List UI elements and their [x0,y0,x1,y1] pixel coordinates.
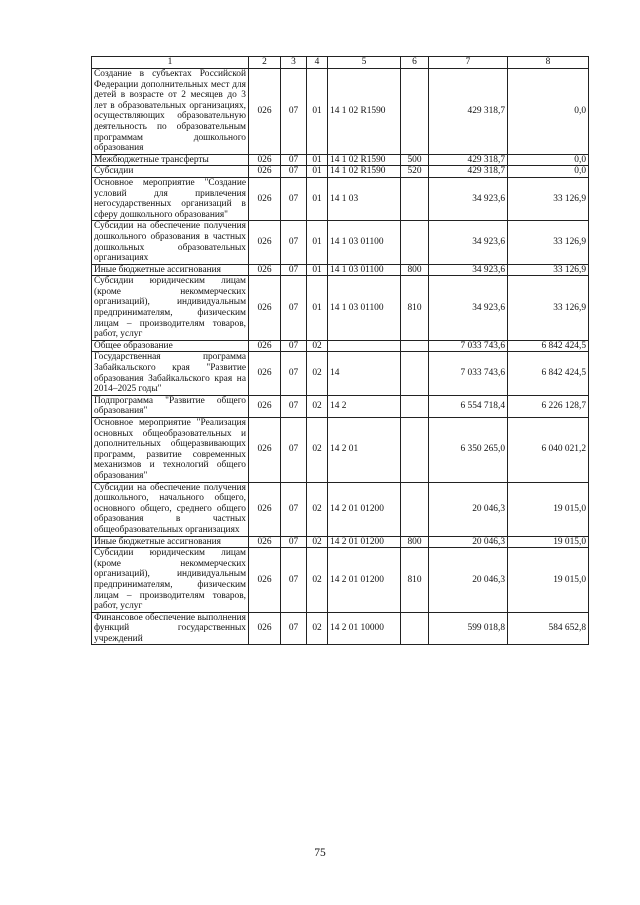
page-number: 75 [314,847,326,859]
table-row [92,166,589,178]
expense-type-cell [401,340,429,352]
row-name-cell: Создание в субъектах Российской Федерации дополнительных мест для детей в возрасте от 2 месяцев до 3 лет в образовательных организациях, осуществляющих образовательную деятельность по образовательным программам дошкольного образования [92,69,249,155]
subsection-code-cell: 02 [307,548,328,613]
amount-year2-cell: 33 126,9 [508,221,589,264]
subsection-code-cell: 02 [307,340,328,352]
section-code-cell: 07 [281,352,307,395]
column-header: 6 [401,57,429,69]
row-name-cell: Субсидии на обеспечение получения дошкольного образования в частных дошкольных образовательных организациях [92,221,249,264]
column-header: 4 [307,57,328,69]
amount-year1-cell: 20 046,3 [429,536,508,548]
amount-year1-cell: 7 033 743,6 [429,352,508,395]
amount-year2-cell: 584 652,8 [508,612,589,645]
section-code-cell: 07 [281,340,307,352]
amount-year2-cell: 33 126,9 [508,177,589,220]
table-row [92,612,589,645]
expense-type-cell [401,612,429,645]
expense-type-cell: 800 [401,536,429,548]
target-article-cell: 14 1 03 01100 [328,276,401,341]
expense-type-cell: 800 [401,264,429,276]
expense-type-cell: 500 [401,154,429,166]
expense-type-cell: 520 [401,166,429,178]
grbs-code-cell: 026 [249,395,281,417]
table-row [92,177,589,220]
subsection-code-cell: 01 [307,166,328,178]
table-row [92,482,589,536]
section-code-cell: 07 [281,418,307,483]
expense-type-cell [401,418,429,483]
target-article-cell: 14 1 02 R1590 [328,154,401,166]
target-article-cell: 14 [328,352,401,395]
amount-year2-cell: 19 015,0 [508,548,589,613]
row-name-cell: Субсидии юридическим лицам (кроме некоммерческих организаций), индивидуальным предпринимателям, физическим лицам – производителям товаров, работ, услуг [92,276,249,341]
amount-year1-cell: 34 923,6 [429,221,508,264]
subsection-code-cell: 02 [307,418,328,483]
column-header: 3 [281,57,307,69]
amount-year1-cell: 34 923,6 [429,264,508,276]
expense-type-cell [401,69,429,155]
expense-type-cell [401,482,429,536]
subsection-code-cell: 01 [307,154,328,166]
expense-type-cell [401,352,429,395]
target-article-cell: 14 2 01 [328,418,401,483]
amount-year1-cell: 20 046,3 [429,482,508,536]
amount-year2-cell: 0,0 [508,154,589,166]
row-name-cell: Подпрограмма "Развитие общего образования" [92,395,249,417]
section-code-cell: 07 [281,221,307,264]
table-header-row [92,57,589,69]
grbs-code-cell: 026 [249,264,281,276]
section-code-cell: 07 [281,482,307,536]
table-row [92,340,589,352]
row-name-cell: Иные бюджетные ассигнования [92,264,249,276]
column-header: 1 [92,57,249,69]
section-code-cell: 07 [281,69,307,155]
section-code-cell: 07 [281,276,307,341]
grbs-code-cell: 026 [249,340,281,352]
grbs-code-cell: 026 [249,276,281,341]
column-header: 8 [508,57,589,69]
row-name-cell: Основное мероприятие "Реализация основных общеобразовательных и дополнительных общеразвивающих программ, развитие современных механизмов и технологий общего образования" [92,418,249,483]
row-name-cell: Субсидии юридическим лицам (кроме некоммерческих организаций), индивидуальным предпринимателям, физическим лицам – производителям товаров, работ, услуг [92,548,249,613]
column-header: 2 [249,57,281,69]
section-code-cell: 07 [281,395,307,417]
column-header: 5 [328,57,401,69]
subsection-code-cell: 02 [307,482,328,536]
amount-year1-cell: 429 318,7 [429,166,508,178]
subsection-code-cell: 01 [307,177,328,220]
subsection-code-cell: 01 [307,264,328,276]
subsection-code-cell: 02 [307,395,328,417]
row-name-cell: Субсидии [92,166,249,178]
grbs-code-cell: 026 [249,177,281,220]
grbs-code-cell: 026 [249,69,281,155]
table-row [92,69,589,155]
target-article-cell: 14 2 01 01200 [328,536,401,548]
amount-year1-cell: 20 046,3 [429,548,508,613]
target-article-cell: 14 2 01 10000 [328,612,401,645]
grbs-code-cell: 026 [249,612,281,645]
section-code-cell: 07 [281,166,307,178]
target-article-cell: 14 2 01 01200 [328,548,401,613]
amount-year2-cell: 33 126,9 [508,276,589,341]
row-name-cell: Общее образование [92,340,249,352]
amount-year1-cell: 429 318,7 [429,154,508,166]
row-name-cell: Финансовое обеспечение выполнения функций государственных учреждений [92,612,249,645]
amount-year2-cell: 6 842 424,5 [508,340,589,352]
expense-type-cell: 810 [401,548,429,613]
target-article-cell: 14 1 02 R1590 [328,166,401,178]
amount-year2-cell: 6 040 021,2 [508,418,589,483]
amount-year2-cell: 19 015,0 [508,536,589,548]
grbs-code-cell: 026 [249,548,281,613]
amount-year2-cell: 0,0 [508,69,589,155]
section-code-cell: 07 [281,264,307,276]
target-article-cell: 14 2 [328,395,401,417]
table-row [92,264,589,276]
amount-year2-cell: 6 226 128,7 [508,395,589,417]
grbs-code-cell: 026 [249,154,281,166]
table-row [92,548,589,613]
section-code-cell: 07 [281,536,307,548]
target-article-cell [328,340,401,352]
subsection-code-cell: 02 [307,352,328,395]
amount-year1-cell: 34 923,6 [429,177,508,220]
subsection-code-cell: 01 [307,276,328,341]
amount-year1-cell: 6 350 265,0 [429,418,508,483]
row-name-cell: Государственная программа Забайкальского края "Развитие образования Забайкальского края на 2014–2025 годы" [92,352,249,395]
amount-year1-cell: 6 554 718,4 [429,395,508,417]
target-article-cell: 14 1 02 R1590 [328,69,401,155]
table-row [92,276,589,341]
budget-table [91,56,589,645]
target-article-cell: 14 1 03 01100 [328,221,401,264]
amount-year1-cell: 34 923,6 [429,276,508,341]
section-code-cell: 07 [281,548,307,613]
section-code-cell: 07 [281,612,307,645]
table-row [92,395,589,417]
amount-year2-cell: 19 015,0 [508,482,589,536]
row-name-cell: Основное мероприятие "Создание условий для привлечения негосударственных организаций в сферу дошкольного образования" [92,177,249,220]
amount-year2-cell: 0,0 [508,166,589,178]
target-article-cell: 14 1 03 [328,177,401,220]
amount-year2-cell: 6 842 424,5 [508,352,589,395]
table-row [92,221,589,264]
row-name-cell: Межбюджетные трансферты [92,154,249,166]
section-code-cell: 07 [281,177,307,220]
table-row [92,154,589,166]
grbs-code-cell: 026 [249,221,281,264]
column-header: 7 [429,57,508,69]
table-row [92,418,589,483]
expense-type-cell [401,221,429,264]
subsection-code-cell: 02 [307,612,328,645]
expense-type-cell: 810 [401,276,429,341]
grbs-code-cell: 026 [249,482,281,536]
expense-type-cell [401,395,429,417]
amount-year2-cell: 33 126,9 [508,264,589,276]
grbs-code-cell: 026 [249,352,281,395]
subsection-code-cell: 01 [307,221,328,264]
expense-type-cell [401,177,429,220]
grbs-code-cell: 026 [249,418,281,483]
section-code-cell: 07 [281,154,307,166]
amount-year1-cell: 7 033 743,6 [429,340,508,352]
grbs-code-cell: 026 [249,536,281,548]
table-row [92,536,589,548]
table-row [92,352,589,395]
row-name-cell: Субсидии на обеспечение получения дошкольного, начального общего, основного общего, среднего общего образования в частных общеобразовательных организациях [92,482,249,536]
amount-year1-cell: 599 018,8 [429,612,508,645]
subsection-code-cell: 02 [307,536,328,548]
target-article-cell: 14 2 01 01200 [328,482,401,536]
grbs-code-cell: 026 [249,166,281,178]
row-name-cell: Иные бюджетные ассигнования [92,536,249,548]
target-article-cell: 14 1 03 01100 [328,264,401,276]
amount-year1-cell: 429 318,7 [429,69,508,155]
subsection-code-cell: 01 [307,69,328,155]
